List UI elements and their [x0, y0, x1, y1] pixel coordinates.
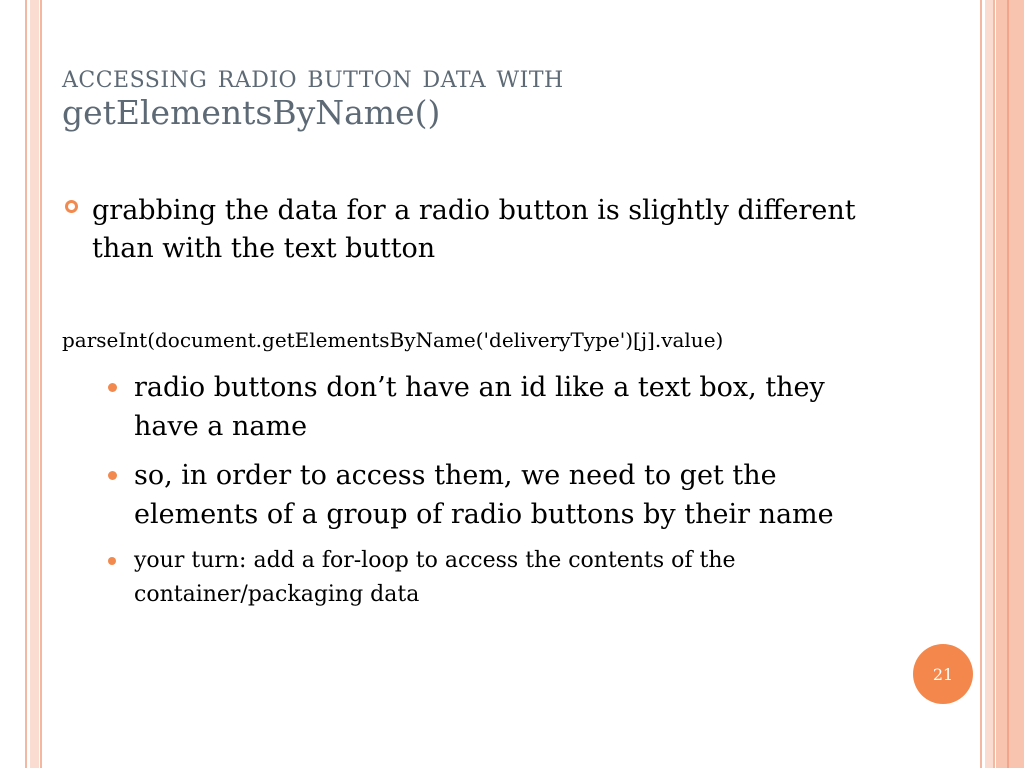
- main-bullet: [62, 192, 862, 268]
- page-number: 21: [932, 664, 954, 684]
- sub-bullet-text: so, in order to access them, we need to get the elements of a group of radio buttons by their name: [134, 460, 834, 530]
- slide-title-line2: getElementsByName(): [62, 92, 441, 132]
- code-line: parseInt(document.getElementsByName('deliveryType')[j].value): [62, 328, 724, 352]
- dot-bullet-icon: [108, 557, 116, 565]
- sub-bullet-text: radio buttons don’t have an id like a text box, they have a name: [134, 372, 825, 442]
- slide-title-line1: accessing radio button data with: [62, 59, 564, 95]
- ring-bullet-icon: [65, 200, 78, 213]
- dot-bullet-icon: [108, 471, 117, 480]
- sub-bullet-text: your turn: add a for-loop to access the contents of the container/packaging data: [134, 548, 736, 607]
- main-bullet-text: grabbing the data for a radio button is slightly different than with the text button: [92, 195, 856, 264]
- slide-title: [62, 60, 912, 132]
- list-item: [102, 456, 892, 534]
- page-number-badge: [913, 644, 973, 704]
- list-item: [102, 544, 892, 612]
- list-item: [102, 368, 892, 446]
- left-border-decoration: [0, 0, 42, 768]
- right-border-decoration: [980, 0, 1024, 768]
- dot-bullet-icon: [108, 383, 117, 392]
- sub-bullet-list: [102, 368, 892, 622]
